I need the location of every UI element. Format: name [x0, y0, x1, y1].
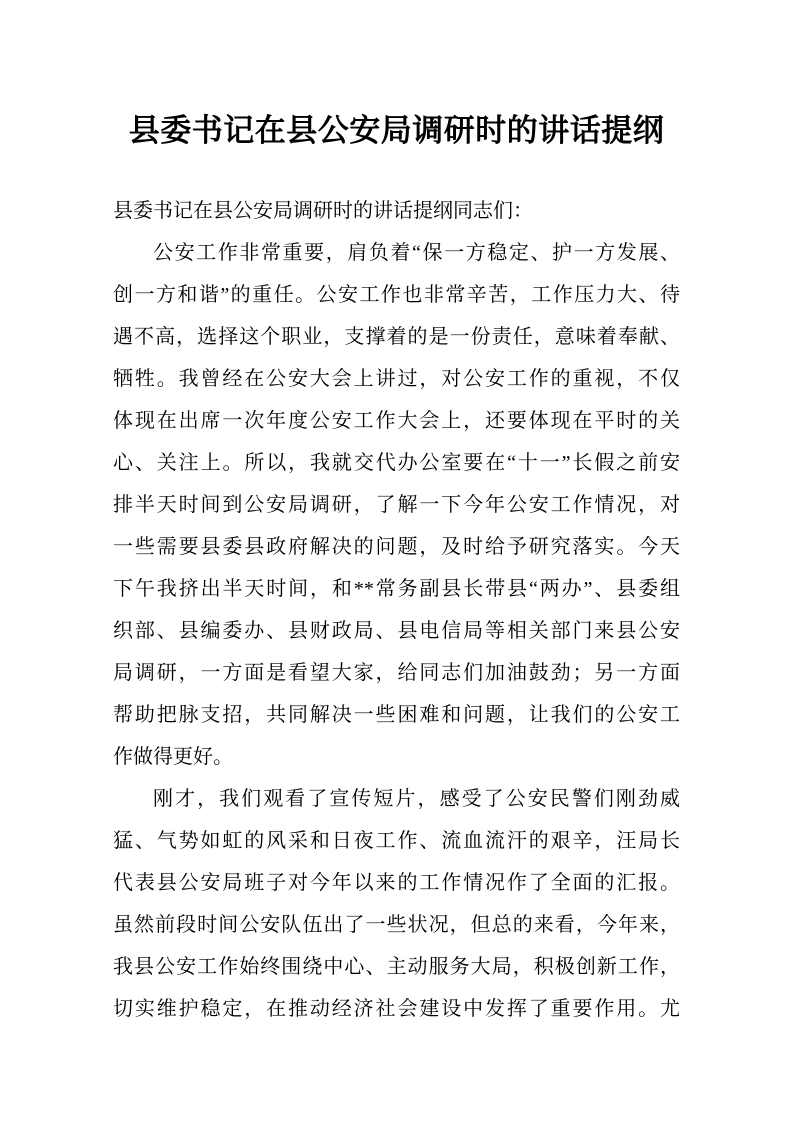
text-line: 猛、气势如虹的风采和日夜工作、流血流汗的艰辛，汪局长 [113, 830, 680, 852]
paragraph [113, 190, 680, 232]
document-body [0, 190, 793, 1030]
text-line: 帮助把脉支招，共同解决一些困难和问题，让我们的公安工 [113, 704, 680, 726]
document-title: 县委书记在县公安局调研时的讲话提纲 [128, 113, 665, 148]
paragraph [113, 232, 680, 778]
text-line: 作做得更好。 [113, 746, 233, 768]
text-line: 创一方和谐”的重任。公安工作也非常辛苦，工作压力大、待 [113, 284, 680, 306]
text-line: 刚才，我们观看了宣传短片，感受了公安民警们刚劲威 [153, 788, 680, 810]
text-line: 县委书记在县公安局调研时的讲话提纲同志们： [113, 200, 533, 222]
text-line: 一些需要县委县政府解决的问题，及时给予研究落实。今天 [113, 536, 680, 558]
text-line: 下午我挤出半天时间，和**常务副县长带县“两办”、县委组 [113, 578, 680, 600]
text-line: 公安工作非常重要，肩负着“保一方稳定、护一方发展、 [153, 242, 680, 264]
text-line: 局调研，一方面是看望大家，给同志们加油鼓劲；另一方面 [113, 662, 680, 684]
text-line: 排半天时间到公安局调研，了解一下今年公安工作情况，对 [113, 494, 680, 516]
text-line: 心、关注上。所以，我就交代办公室要在“十一”长假之前安 [113, 452, 680, 474]
text-line: 织部、县编委办、县财政局、县电信局等相关部门来县公安 [113, 620, 680, 642]
text-line: 牺牲。我曾经在公安大会上讲过，对公安工作的重视，不仅 [113, 368, 680, 390]
text-line: 切实维护稳定，在推动经济社会建设中发挥了重要作用。尤 [113, 998, 680, 1020]
text-line: 虽然前段时间公安队伍出了一些状况，但总的来看，今年来， [113, 914, 680, 936]
text-line: 我县公安工作始终围绕中心、主动服务大局，积极创新工作， [113, 956, 680, 978]
text-line: 遇不高，选择这个职业，支撑着的是一份责任，意味着奉献、 [113, 326, 680, 348]
paragraph [113, 778, 680, 1030]
text-line: 体现在出席一次年度公安工作大会上，还要体现在平时的关 [113, 410, 680, 432]
text-line: 代表县公安局班子对今年以来的工作情况作了全面的汇报。 [113, 872, 680, 894]
